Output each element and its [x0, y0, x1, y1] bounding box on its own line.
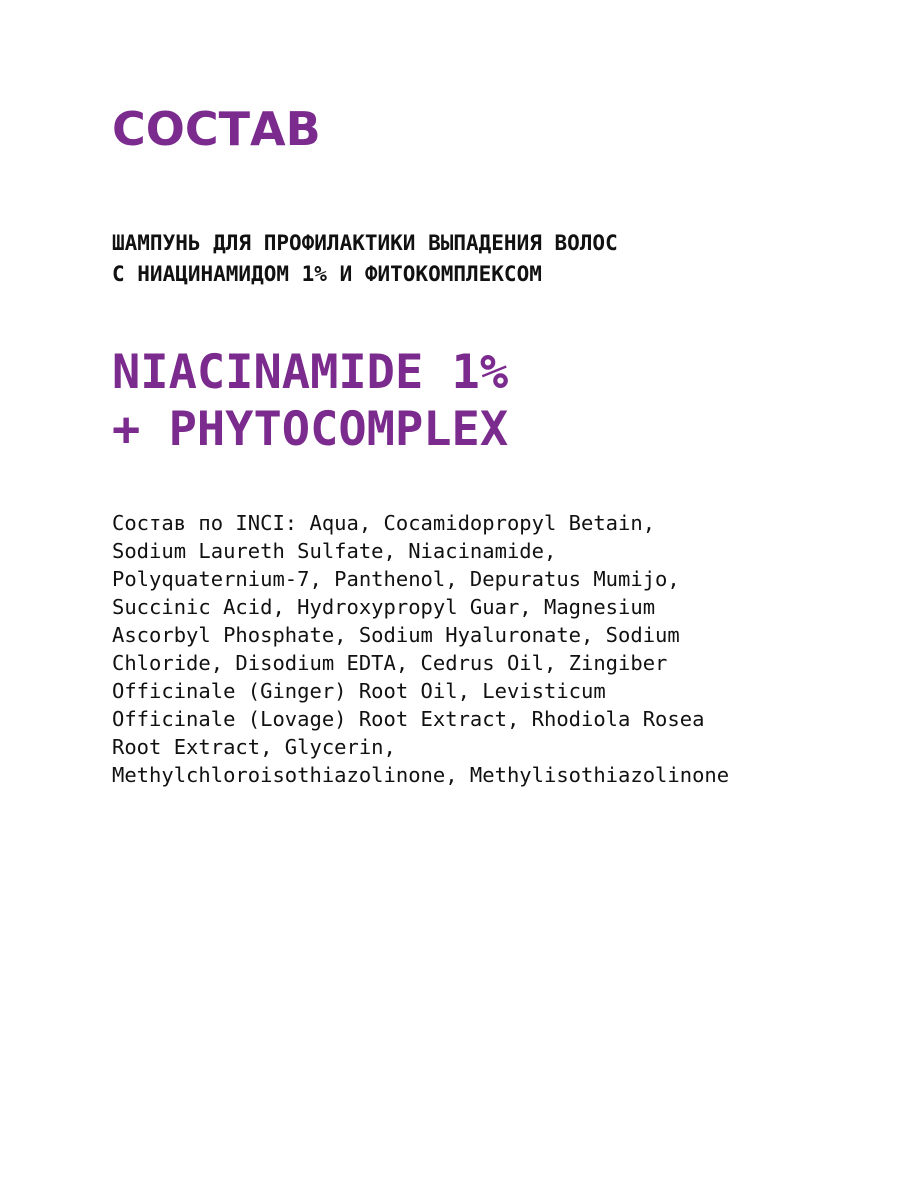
ingredients-line: Officinale (Ginger) Root Oil, Levisticum — [112, 679, 606, 703]
ingredients-line: Состав по INCI: Aqua, Cocamidopropyl Betain, — [112, 511, 656, 535]
ingredients-line: Officinale (Lovage) Root Extract, Rhodiola Rosea — [112, 707, 705, 731]
ingredients-line: Polyquaternium-7, Panthenol, Depuratus Mumijo, — [112, 567, 680, 591]
ingredients-list — [112, 509, 729, 789]
ingredients-line: Methylchloroisothiazolinone, Methylisothiazolinone — [112, 763, 730, 787]
subtitle-line: С НИАЦИНАМИДОМ 1% И ФИТОКОМПЛЕКСОМ — [112, 262, 542, 286]
page-title: СОСТАВ — [112, 102, 321, 156]
ingredients-line: Succinic Acid, Hydroxypropyl Guar, Magnesium — [112, 595, 656, 619]
product-name-line: NIACINAMIDE 1% — [112, 345, 509, 400]
ingredients-line: Sodium Laureth Sulfate, Niacinamide, — [112, 539, 557, 563]
subtitle-line: ШАМПУНЬ ДЛЯ ПРОФИЛАКТИКИ ВЫПАДЕНИЯ ВОЛОС — [112, 231, 618, 255]
ingredients-line: Root Extract, Glycerin, — [112, 735, 396, 759]
ingredients-line: Ascorbyl Phosphate, Sodium Hyaluronate, Sodium — [112, 623, 680, 647]
product-name-line: + PHYTOCOMPLEX — [112, 402, 509, 457]
ingredients-line: Chloride, Disodium EDTA, Cedrus Oil, Zingiber — [112, 651, 668, 675]
product-subtitle — [112, 228, 812, 290]
product-name — [112, 344, 508, 458]
